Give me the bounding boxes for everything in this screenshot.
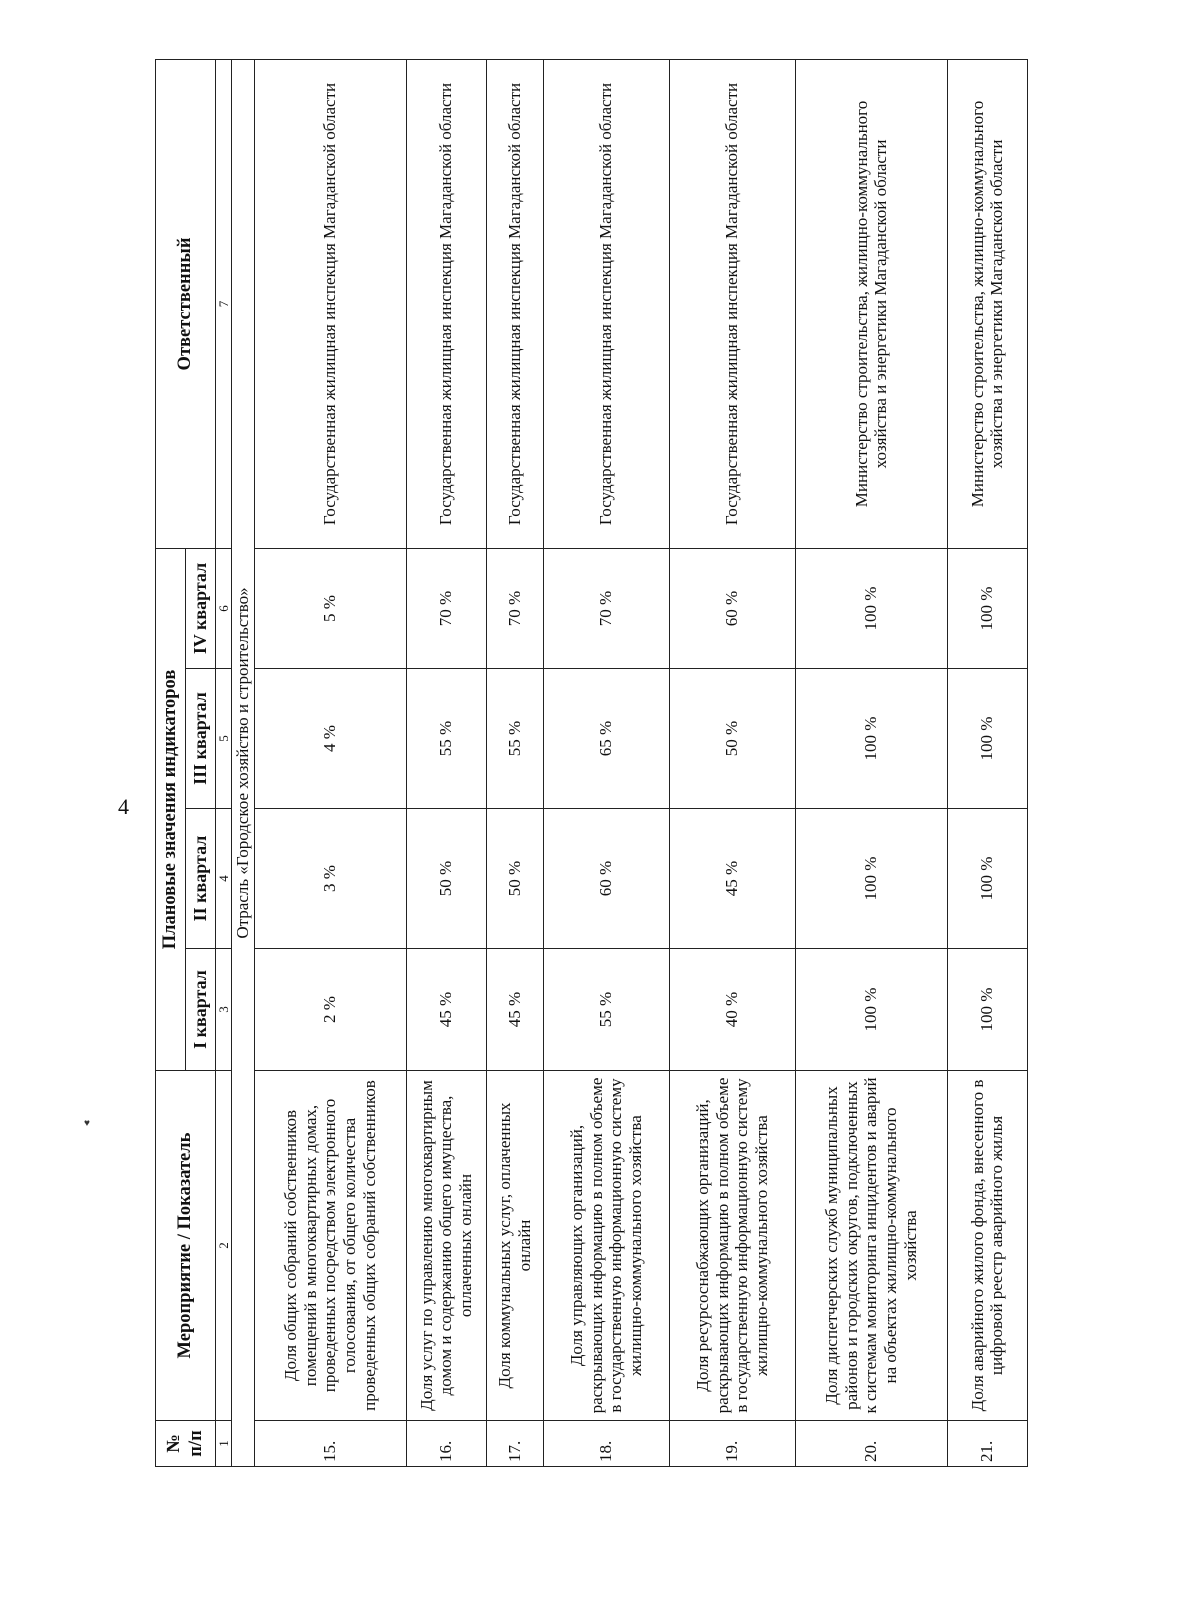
indicator-cell: Доля услуг по управлению многоквартирным домом и содержанию общего имущества, оплаченных онлайн (406, 1071, 486, 1421)
table-row (406, 59, 486, 1466)
q2-value: 45 % (669, 809, 795, 949)
table-row (486, 59, 543, 1466)
page-number: 4 (118, 794, 129, 819)
row-number: 17. (486, 1421, 543, 1467)
column-number: 1 (216, 1421, 232, 1467)
header-responsible: Ответственный (156, 59, 216, 548)
q2-value: 100 % (947, 809, 1027, 949)
header-activity: Мероприятие / Показатель (156, 1071, 216, 1421)
q3-value: 65 % (543, 669, 669, 809)
q3-value: 50 % (669, 669, 795, 809)
responsible-cell: Министерство строительства, жилищно-коммунального хозяйства и энергетики Магаданской области (795, 59, 947, 548)
q1-value: 100 % (947, 949, 1027, 1071)
q4-value: 100 % (947, 548, 1027, 668)
table-row (795, 59, 947, 1466)
row-number: 19. (669, 1421, 795, 1467)
q1-value: 55 % (543, 949, 669, 1071)
table-row (543, 59, 669, 1466)
header-q2: II квартал (186, 809, 216, 949)
header-planned-values: Плановые значения индикаторов (156, 548, 186, 1070)
indicator-cell: Доля аварийного жилого фонда, внесенного в цифровой реестр аварийного жилья (947, 1071, 1027, 1421)
responsible-cell: Государственная жилищная инспекция Магаданской области (543, 59, 669, 548)
indicator-cell: Доля ресурсоснабжающих организаций, раскрывающих информацию в полном объеме в государственную информационную систему жилищно-коммунального хозяйства (669, 1071, 795, 1421)
indicator-cell: Доля коммунальных услуг, оплаченных онлайн (486, 1071, 543, 1421)
header-q3: III квартал (186, 669, 216, 809)
rotated-table-container (155, 60, 1063, 1467)
indicator-cell: Доля диспетчерских служб муниципальных районов и городских округов, подключенных к системам мониторинга инцидентов и аварий на объектах жилищно-коммунального хозяйства (795, 1071, 947, 1421)
header-q4: IV квартал (186, 548, 216, 668)
indicator-cell: Доля управляющих организаций, раскрывающих информацию в полном объеме в государственную информационную систему жилищно-коммунального хозяйства (543, 1071, 669, 1421)
indicator-cell: Доля общих собраний собственников помещений в многоквартирных домах, проведенных посредством электронного голосования, от общего количества проведенных общих собраний собственников (254, 1071, 406, 1421)
row-number: 16. (406, 1421, 486, 1467)
responsible-cell: Государственная жилищная инспекция Магаданской области (406, 59, 486, 548)
responsible-cell: Государственная жилищная инспекция Магаданской области (486, 59, 543, 548)
q4-value: 100 % (795, 548, 947, 668)
indicators-table (155, 59, 1028, 1467)
responsible-cell: Государственная жилищная инспекция Магаданской области (254, 59, 406, 548)
q2-value: 50 % (486, 809, 543, 949)
q4-value: 5 % (254, 548, 406, 668)
q4-value: 70 % (543, 548, 669, 668)
q1-value: 100 % (795, 949, 947, 1071)
row-number: 15. (254, 1421, 406, 1467)
header-num: № п/п (156, 1421, 216, 1467)
q1-value: 40 % (669, 949, 795, 1071)
q3-value: 100 % (947, 669, 1027, 809)
row-number: 21. (947, 1421, 1027, 1467)
column-number: 7 (216, 59, 232, 548)
q1-value: 45 % (406, 949, 486, 1071)
column-number: 5 (216, 669, 232, 809)
responsible-cell: Министерство строительства, жилищно-коммунального хозяйства и энергетики Магаданской области (947, 59, 1027, 548)
q4-value: 60 % (669, 548, 795, 668)
table-row (669, 59, 795, 1466)
q1-value: 2 % (254, 949, 406, 1071)
q3-value: 55 % (486, 669, 543, 809)
row-number: 20. (795, 1421, 947, 1467)
sector-title: Отрасль «Городское хозяйство и строительство» (232, 59, 255, 1466)
q3-value: 55 % (406, 669, 486, 809)
q1-value: 45 % (486, 949, 543, 1071)
table-row (254, 59, 406, 1466)
row-number: 18. (543, 1421, 669, 1467)
q4-value: 70 % (406, 548, 486, 668)
column-number: 2 (216, 1071, 232, 1421)
header-q1: I квартал (186, 949, 216, 1071)
scan-speck: ♥ (84, 1118, 90, 1129)
q4-value: 70 % (486, 548, 543, 668)
responsible-cell: Государственная жилищная инспекция Магаданской области (669, 59, 795, 548)
column-number: 6 (216, 548, 232, 668)
column-number: 3 (216, 949, 232, 1071)
q2-value: 50 % (406, 809, 486, 949)
column-number: 4 (216, 809, 232, 949)
table-row (947, 59, 1027, 1466)
q2-value: 3 % (254, 809, 406, 949)
column-number-row (216, 59, 232, 1466)
q2-value: 60 % (543, 809, 669, 949)
sector-row (232, 59, 255, 1466)
q3-value: 4 % (254, 669, 406, 809)
q3-value: 100 % (795, 669, 947, 809)
q2-value: 100 % (795, 809, 947, 949)
